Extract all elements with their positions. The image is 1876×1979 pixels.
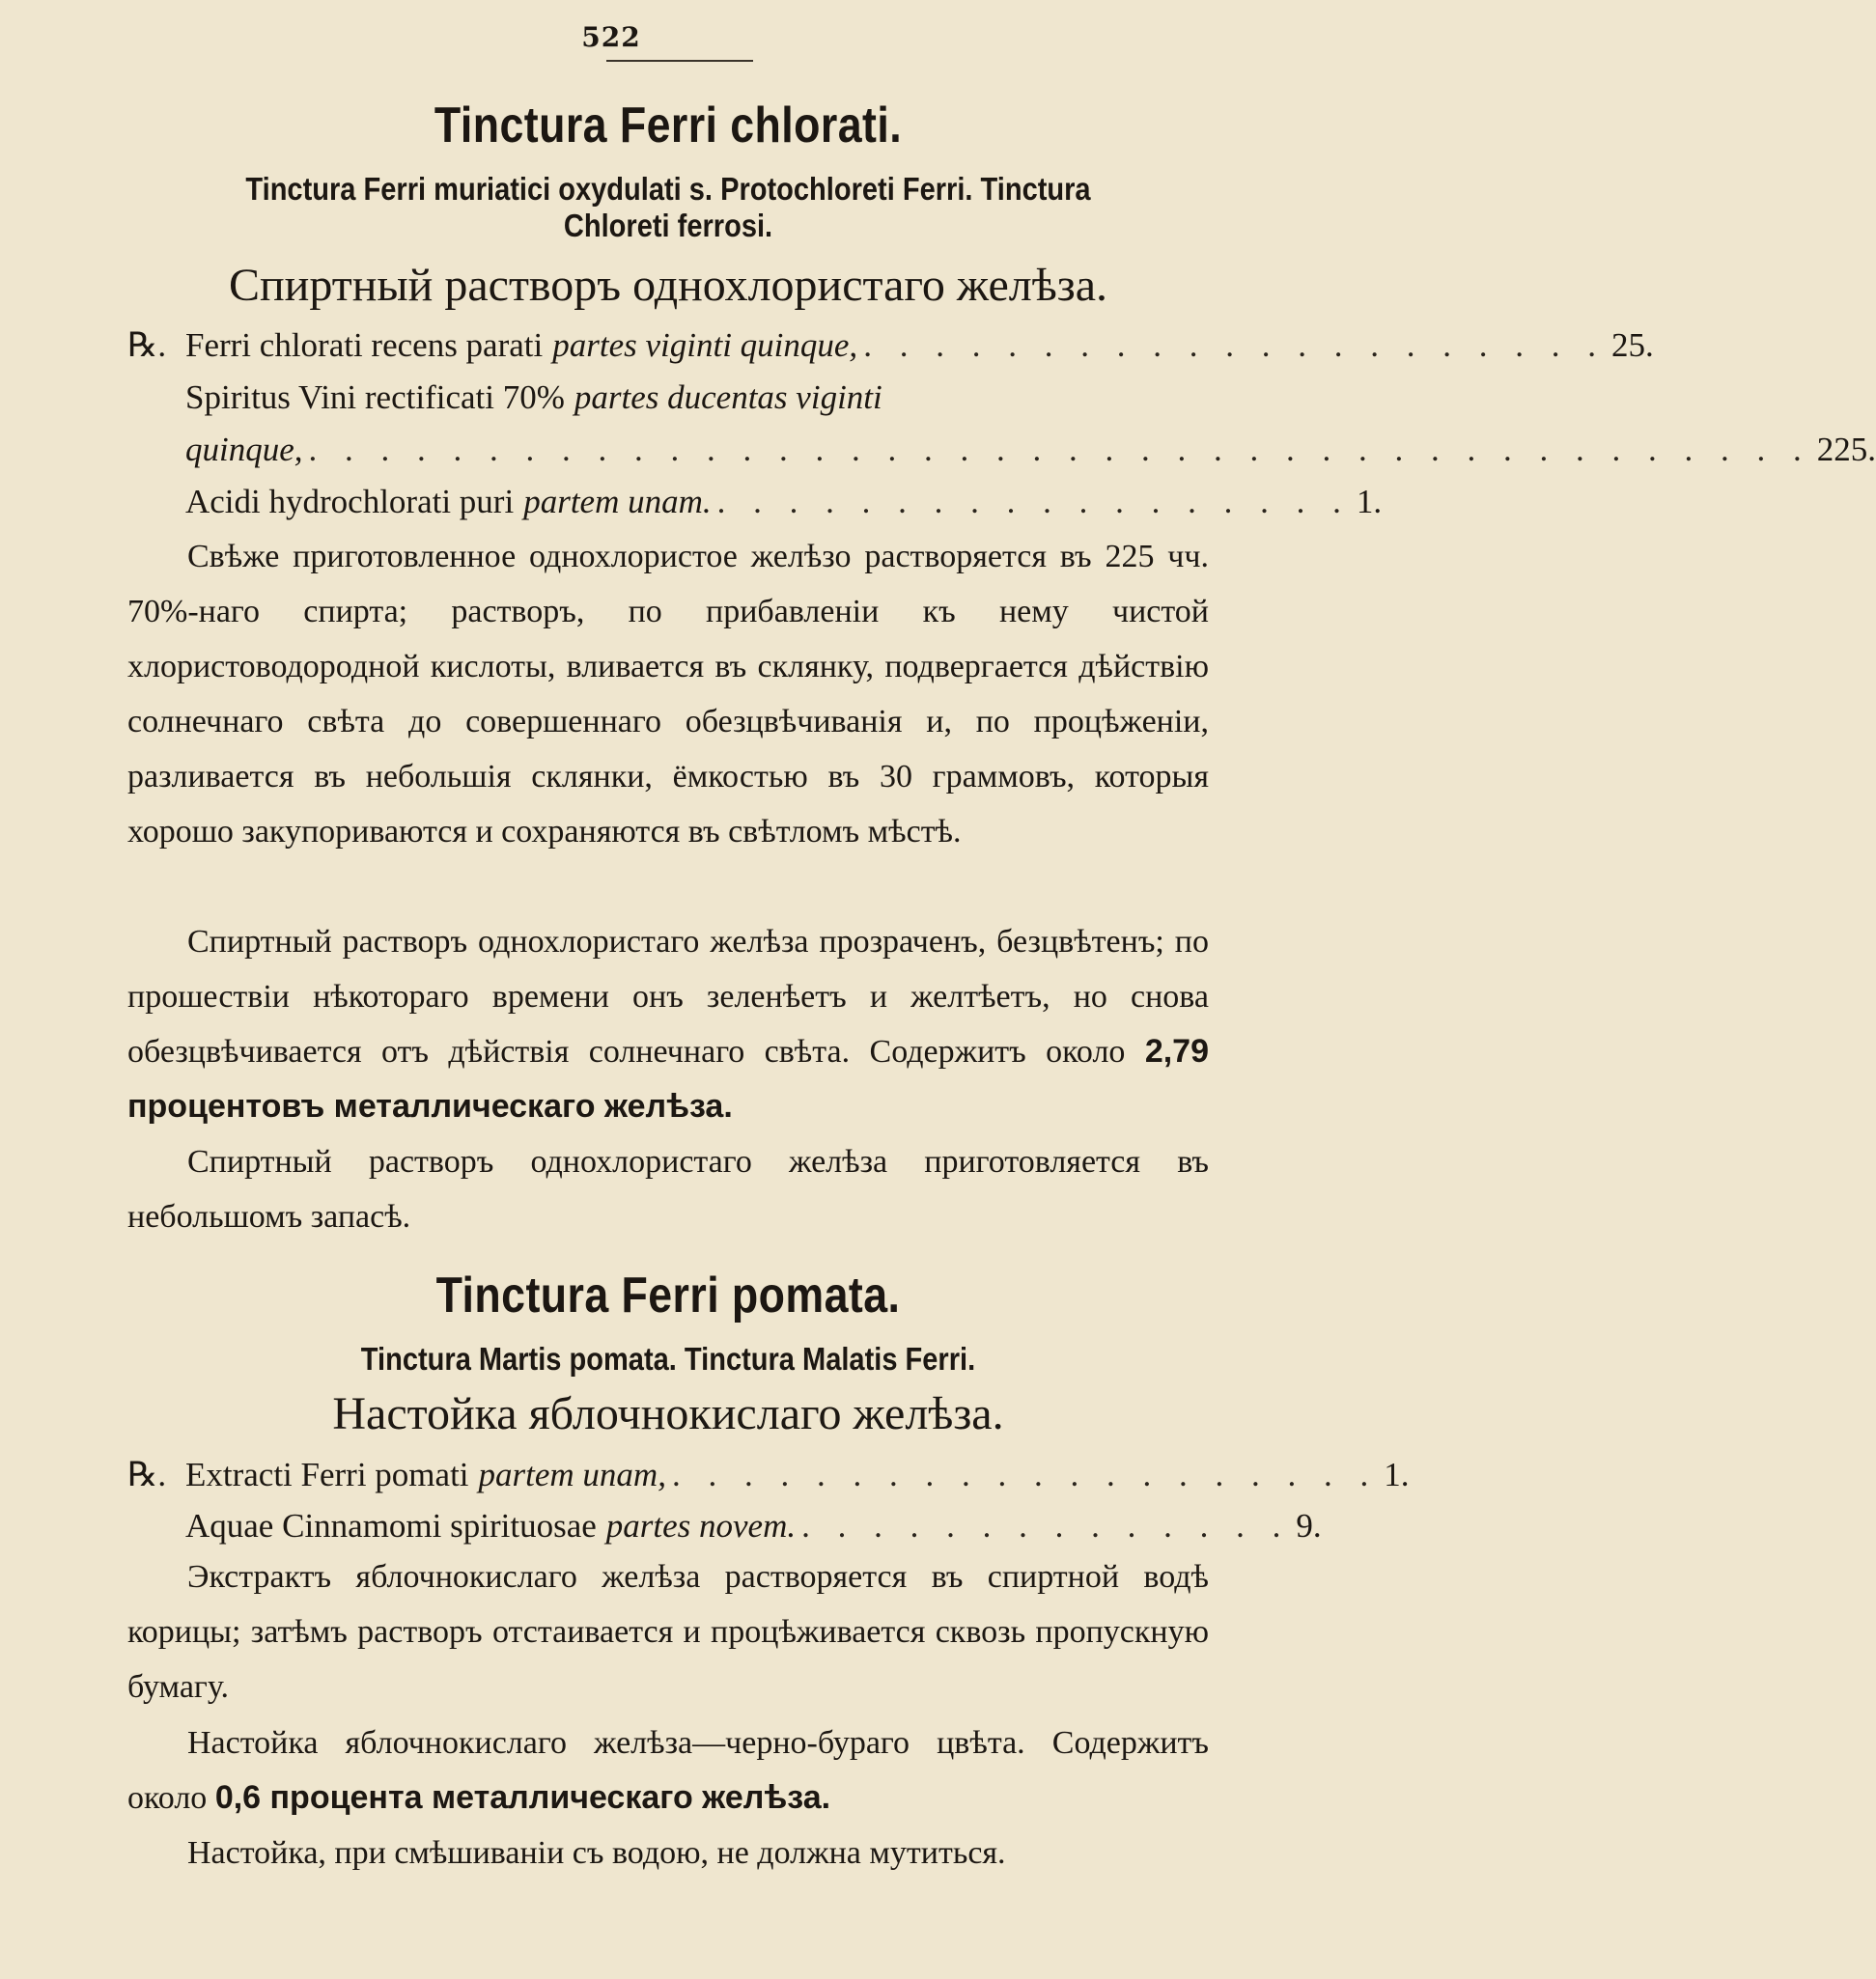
iron-content-note: 0,6 процента металлическаго желѣза. <box>214 1779 831 1816</box>
leader-dots: . . . . . . . . . . . . . . . . . . <box>716 483 1351 520</box>
leader-dots: . . . . . . . . . . . . . . . . . . . . <box>671 1456 1379 1493</box>
body-paragraph: Спиртный растворъ однохлористаго желѣза прозраченъ, безцвѣтенъ; по прошествіи нѣкотораго времени онъ зеленѣетъ и желтѣетъ, но снова обезцвѣчивается отъ дѣйствія солнечнаго свѣта. Содержитъ около 2,79 процентовъ металлическаго желѣза. <box>127 924 1209 1125</box>
section-title: Tinctura Ferri pomata. <box>435 1268 901 1324</box>
ingredient-name: Ferri chlorati recens parati <box>185 326 544 364</box>
section-synonyms: Tinctura Martis pomata. Tinctura Malatis Ferri. <box>360 1341 976 1377</box>
body-paragraph: Настойка яблочнокислаго желѣза—черно-бураго цвѣта. Содержитъ около 0,6 процента металлическаго желѣза. <box>127 1725 1209 1816</box>
ingredient-quantity: quinque, <box>185 431 303 468</box>
ingredient-quantity: partem unam, <box>478 1456 666 1493</box>
leader-dots: . . . . . . . . . . . . . . <box>801 1507 1291 1545</box>
ingredient-amount: 1. <box>1384 1456 1410 1493</box>
body-paragraph: Спиртный растворъ однохлористаго желѣза приготовляется въ небольшомъ запасѣ. <box>127 1144 1209 1235</box>
body-paragraph: Настойка, при смѣшиваніи съ водою, не должна мутиться. <box>187 1835 1006 1871</box>
ingredient-name: Acidi hydrochlorati puri <box>185 483 515 520</box>
ingredient-amount: 225. <box>1816 431 1876 468</box>
recipe-line <box>127 378 1209 421</box>
body-paragraph: Экстрактъ яблочнокислаго желѣза растворяется въ спиртной водѣ корицы; затѣмъ растворъ отстаивается и процѣживается сквозь пропускную бумагу. <box>127 1559 1209 1705</box>
ingredient-amount: 25. <box>1610 326 1654 364</box>
recipe-line <box>127 1456 1410 1498</box>
section-title-russian: Настойка яблочнокислаго желѣза. <box>332 1388 1004 1439</box>
recipe-line <box>127 431 1876 473</box>
section-title: Tinctura Ferri chlorati. <box>434 98 903 153</box>
ingredient-quantity: partem unam. <box>523 483 712 520</box>
ingredient-quantity: partes viginti quinque, <box>552 326 858 364</box>
ingredient-name: Extracti Ferri pomati <box>185 1456 469 1493</box>
leader-dots: . . . . . . . . . . . . . . . . . . . . . . . . . . . . . . . . . . . . . . . . . . <box>308 431 1811 468</box>
section-synonyms: Tinctura Ferri muriatici oxydulati s. Protochloreti Ferri. Tinctura Chloreti ferrosi. <box>245 171 1091 243</box>
page-number-rule <box>606 60 753 62</box>
section-title-russian: Спиртный растворъ однохлористаго желѣза. <box>228 260 1108 311</box>
rx-symbol: ℞. <box>127 1456 167 1493</box>
ingredient-amount: 9. <box>1296 1507 1322 1545</box>
body-paragraph: Свѣже приготовленное однохлористое желѣзо растворяется въ 225 чч. 70%-наго спирта; растворъ, по прибавленіи къ нему чистой хлористоводородной кислоты, вливается въ склянку, подвергается дѣйствію солнечнаго свѣта до совершеннаго обезцвѣчиванія и, по процѣженіи, разливается въ небольшія склянки, ёмкостью въ 30 граммовъ, которыя хорошо закупориваются и сохраняются въ свѣтломъ мѣстѣ. <box>127 539 1209 850</box>
leader-dots: . . . . . . . . . . . . . . . . . . . . . <box>863 326 1606 364</box>
recipe-line <box>127 1507 1322 1549</box>
page-number: 522 <box>581 21 641 53</box>
ingredient-quantity: partes novem. <box>605 1507 797 1545</box>
recipe-line <box>127 326 1654 369</box>
ingredient-amount: 1. <box>1356 483 1383 520</box>
ingredient-name: Aquae Cinnamomi spirituosae <box>185 1507 597 1545</box>
ingredient-quantity: partes ducentas viginti <box>574 378 882 416</box>
iron-content-note: 2,79 процентовъ металлическаго желѣза. <box>127 1033 1209 1125</box>
rx-symbol: ℞. <box>127 326 167 364</box>
ingredient-name: Spiritus Vini rectificati 70% <box>185 378 565 416</box>
recipe-line <box>127 483 1383 525</box>
